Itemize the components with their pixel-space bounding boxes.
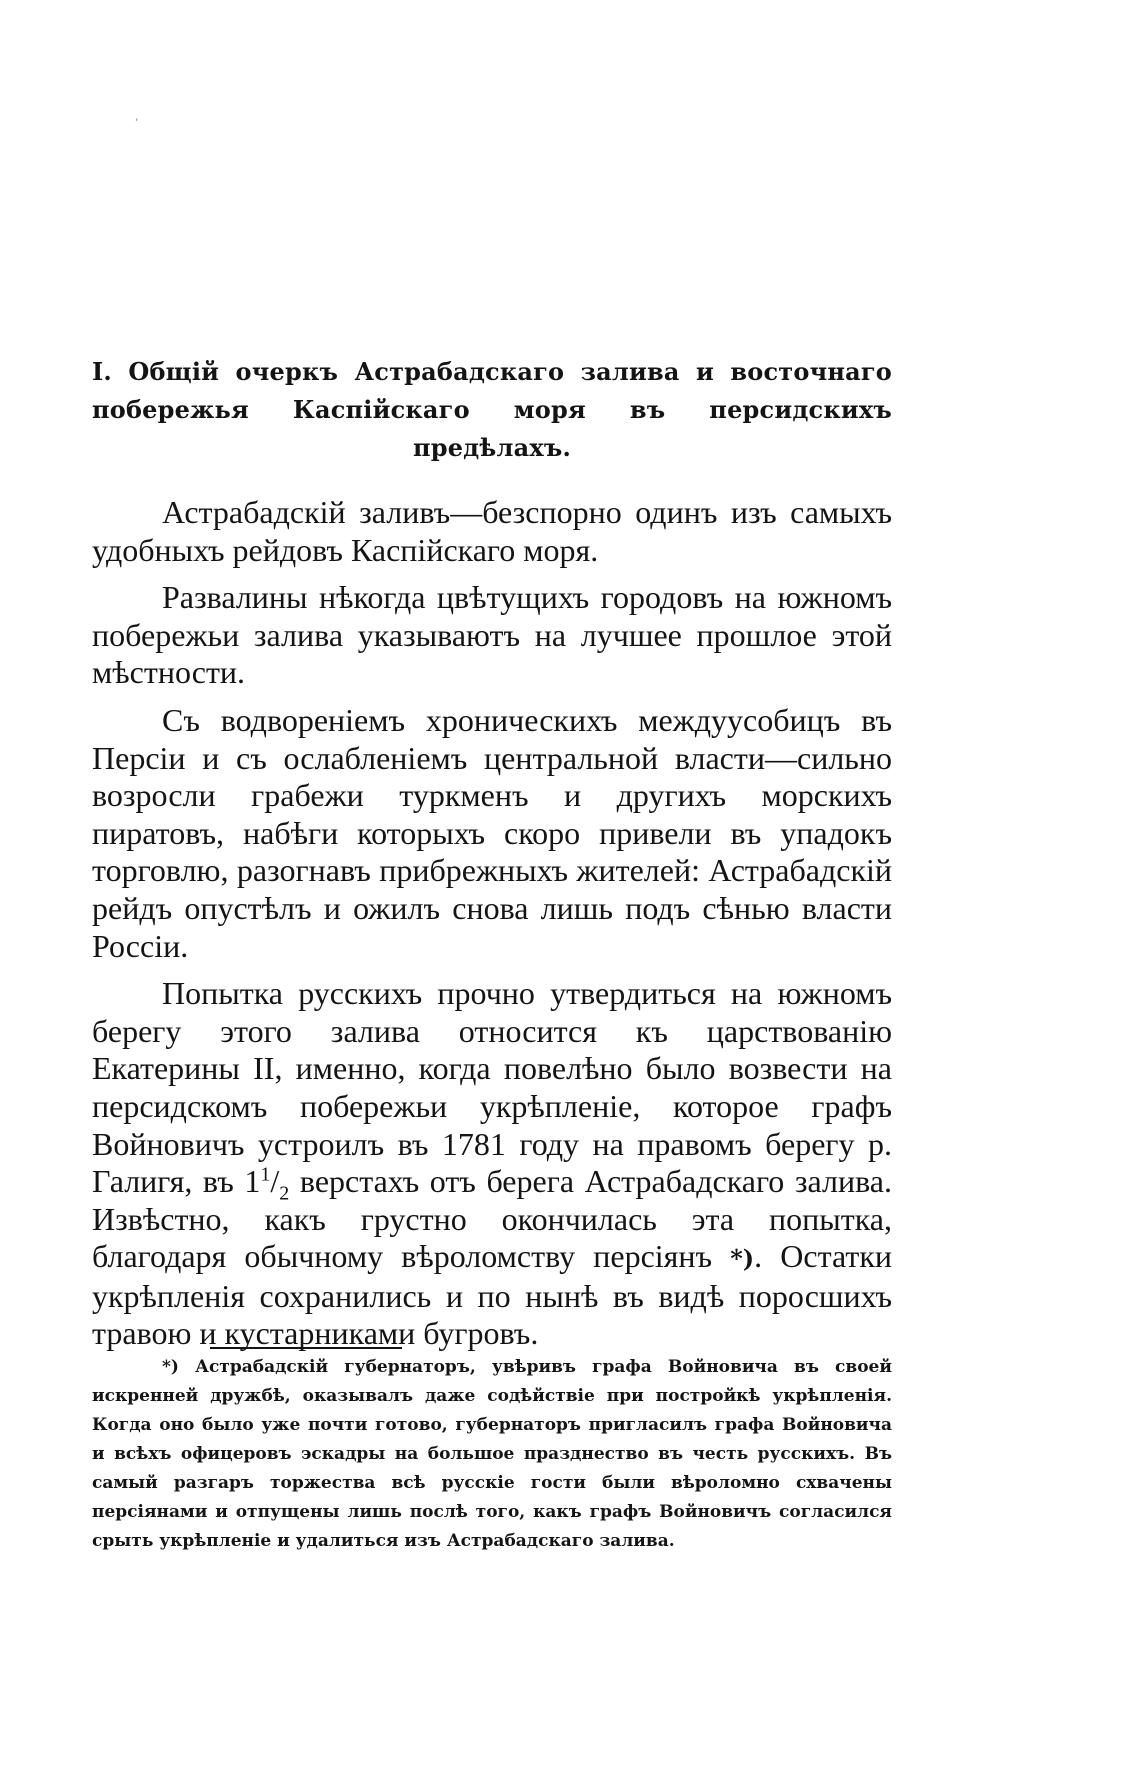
footnote-reference: *) [730, 1244, 755, 1274]
paragraph-4-part-c: . Остатки укрѣпленiя сохранились и по нынѣ въ видѣ поросшихъ травою и кустарниками бугровъ. [92, 1238, 892, 1352]
fraction-whole: 1 [244, 1163, 261, 1200]
paragraph-1: Астрабадскiй заливъ—безспорно одинъ изъ самыхъ удобныхъ рейдовъ Каспiйскаго моря. [92, 494, 892, 568]
footnote [92, 1353, 892, 1556]
stray-mark: ’ [135, 118, 139, 129]
paragraph-3: Съ водворенiемъ хроническихъ междуусобицъ въ Персiи и съ ослабленiемъ центральной власти—сильно возросли грабежи туркменъ и другихъ морскихъ пиратовъ, набѣги которыхъ скоро привели въ упадокъ торговлю, разогнавъ прибрежныхъ жителей: Астрабадскiй рейдъ опустѣлъ и ожилъ снова лишь подъ сѣнью власти Россiи. [92, 701, 892, 964]
footnote-text: Астрабадскiй губернаторъ, увѣривъ графа Войновича въ своей искренней дружбѣ, оказывалъ даже содѣйствiе при постройкѣ укрѣпленiя. Когда оно было уже почти готово, губернаторъ пригласилъ графа Войновича и всѣхъ офицеровъ эскадры на большое празднество въ честь русскихъ. Въ самый разгаръ торжества всѣ русскiе гости были вѣроломно схвачены персiянами и отпущены лишь послѣ того, какъ графъ Войновичъ согласился срыть укрѣпленiе и удалиться изъ Астрабадскаго залива. [92, 1357, 892, 1551]
chapter-title: I. Общiй очеркъ Астрабадскаго залива и восточнаго побережья Каспiйскаго моря въ персидскихъ предѣлахъ. [92, 357, 892, 462]
footnote-divider [210, 1347, 402, 1349]
paragraph-4-part-a: Попытка русскихъ прочно утвердиться на южномъ берегу этого залива относится къ царствованiю Екатерины II, именно, когда повелѣно было возвести на персидскомъ побережьи укрѣпленiе, которое графъ Войновичъ устроилъ въ 1781 году на правомъ берегу р. Галигя, въ [92, 975, 892, 1200]
paragraph-2: Развалины нѣкогда цвѣтущихъ городовъ на южномъ побережьи залива указываютъ на лучшее прошлое этой мѣстности. [92, 579, 892, 691]
paragraph-4-part-b: верстахъ отъ берега Астрабадскаго залива. Извѣстно, какъ грустно окончилась эта попытка, благодаря обычному вѣроломству персiянъ [92, 1163, 893, 1275]
footnote-mark: *) [162, 1357, 179, 1377]
fraction-one-and-half: $1^1/_2$ [244, 1163, 290, 1205]
fraction-denominator: 2 [279, 1182, 290, 1205]
paragraph-4 [92, 975, 892, 1353]
fraction-numerator: 1 [260, 1163, 271, 1186]
body-text [92, 494, 892, 1353]
